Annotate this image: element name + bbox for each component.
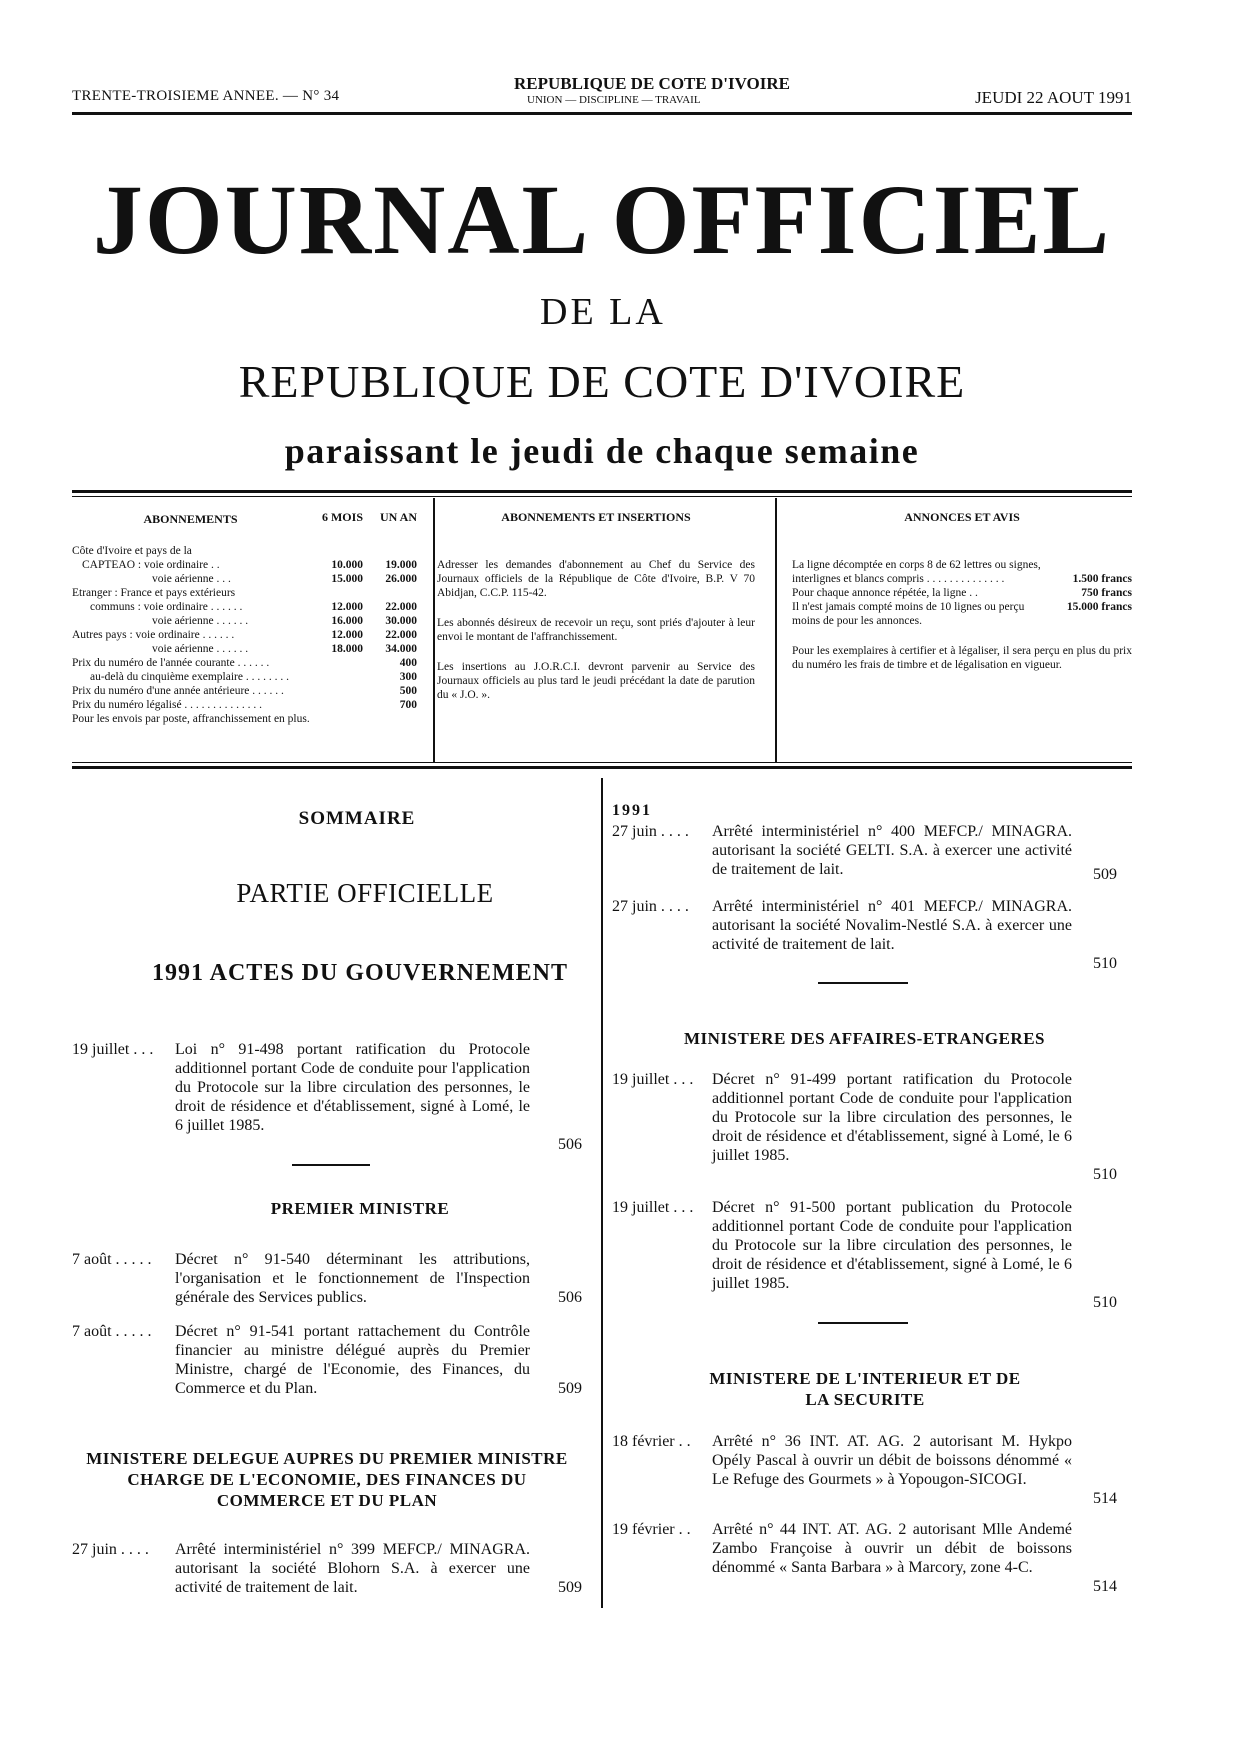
insertions-p3: Les insertions au J.O.R.C.I. devront parvenir au Service des Journaux officiels au plus tard le jeudi précédant la date de parution du « J.O. ». — [437, 661, 755, 701]
list-item: 27 juin . . . . Arrêté interministériel n° 401 MEFCP./ MINAGRA. autorisant la société Novalim-Nestlé S.A. à exercer une activité de traitement de lait. 510 — [612, 898, 1117, 972]
box-bottom-rule-thin — [72, 762, 1132, 763]
rate-row: Prix du numéro légalisé . . . . . . . . . . . . . . 700 — [72, 699, 417, 711]
masthead-de-la: DE LA — [540, 291, 666, 333]
list-item: 7 août . . . . . Décret n° 91-541 portant rattachement du Contrôle financier au ministre délégué auprès du Premier Ministre, chargé de l'Economie, des Finances, du Commerce et du Plan. 509 — [72, 1323, 582, 1397]
box-divider-2 — [775, 498, 777, 763]
annonce-row: La ligne décomptée en corps 8 de 62 lettres ou signes, interlignes et blancs compris . . . . . . . . . . . . . . 1.500 francs — [792, 559, 1132, 585]
rate-row: Pour les envois par poste, affranchissement en plus. — [72, 713, 310, 725]
annonce-row: Il n'est jamais compté moins de 10 lignes ou perçu moins de pour les annonces. 15.000 francs — [792, 601, 1132, 627]
list-item: 19 février . . Arrêté n° 44 INT. AT. AG. 2 autorisant Mlle Andemé Zambo Françoise à ouvrir un débit de boissons dénommé « Santa Barbara » à Marcory, zone 4-C. 514 — [612, 1521, 1117, 1595]
rate-row: voie aérienne . . . . . . 18.000 34.000 — [152, 643, 417, 655]
masthead-title: JOURNAL OFFICIEL — [92, 164, 1112, 275]
rate-row: Côte d'Ivoire et pays de la — [72, 545, 192, 557]
box-top-rule — [72, 490, 1132, 493]
box-top-rule-thin — [72, 496, 1132, 497]
ministere-delegue-heading: MINISTERE DELEGUE AUPRES DU PREMIER MINISTRE CHARGE DE L'ECONOMIE, DES FINANCES DU COMMERCE ET DU PLAN — [86, 1449, 568, 1510]
rate-row: Autres pays : voie ordinaire . . . . . . 12.000 22.000 — [72, 629, 417, 641]
motto: UNION — DISCIPLINE — TRAVAIL — [527, 94, 701, 106]
sommaire-title: SOMMAIRE — [298, 808, 416, 829]
right-year: 1991 — [612, 802, 652, 819]
issue-date: JEUDI 22 AOUT 1991 — [975, 88, 1132, 107]
rate-row: voie aérienne . . . 15.000 26.000 — [152, 573, 417, 585]
list-item: 27 juin . . . . Arrêté interministériel n° 399 MEFCP./ MINAGRA. autorisant la société Blohorn S.A. à exercer une activité de traitement de lait. 509 — [72, 1541, 582, 1596]
rates-box — [72, 498, 1132, 768]
separator — [818, 982, 908, 984]
list-item: 27 juin . . . . Arrêté interministériel n° 400 MEFCP./ MINAGRA. autorisant la société GELTI. S.A. à exercer une activité de traitement de lait. 509 — [612, 823, 1117, 883]
col-6mois: 6 MOIS — [321, 510, 363, 524]
annonces-table — [792, 558, 1132, 628]
rate-row: Etranger : France et pays extérieurs — [72, 587, 236, 599]
issue-header — [72, 74, 1132, 107]
list-item: 19 juillet . . . Décret n° 91-499 portant ratification du Protocole additionnel portant Code de conduite pour l'application du Protocole sur la libre circulation des personnes, le droit de résidence et d'établissement, signé à Lomé, le 6 juillet 1985. 510 — [612, 1071, 1117, 1183]
actes-gouvernement: 1991 ACTES DU GOUVERNEMENT — [151, 960, 569, 986]
masthead-frequency: paraissant le jeudi de chaque semaine — [284, 431, 920, 471]
list-item: 19 juillet . . . Décret n° 91-500 portant publication du Protocole additionnel portant Code de conduite pour l'application du Protocole sur la libre circulation des personnes, le droit de résidence et d'établissement, signé à Lomé, le 6 juillet 1985. 510 — [612, 1199, 1117, 1311]
insertions-p2: Les abonnés désireux de recevoir un reçu, sont priés d'ajouter à leur envoi le montant de l'affranchissement. — [437, 617, 755, 643]
insertions-heading: ABONNEMENTS ET INSERTIONS — [501, 510, 691, 524]
rate-row: au-delà du cinquième exemplaire . . . . . . . . 300 — [90, 671, 417, 683]
insertions-p1: Adresser les demandes d'abonnement au Chef du Service des Journaux officiels de la République de Côte d'Ivoire, B.P. V 70 Abidjan, C.C.P. 115-42. — [437, 559, 755, 599]
box-bottom-rule — [72, 766, 1132, 769]
annonce-row: Pour chaque annonce répétée, la ligne . . 750 francs — [792, 587, 1132, 599]
rate-row: Prix du numéro d'une année antérieure . . . . . . 500 — [72, 685, 417, 697]
annonces-note: Pour les exemplaires à certifier et à légaliser, il sera perçu en plus du prix du numéro les frais de timbre et de légalisation en vigueur. — [792, 645, 1132, 671]
rate-row: voie aérienne . . . . . . 16.000 30.000 — [152, 615, 417, 627]
annonces-heading: ANNONCES ET AVIS — [904, 510, 1020, 524]
box-divider-1 — [433, 498, 435, 763]
header-republic: REPUBLIQUE DE COTE D'IVOIRE — [514, 74, 790, 93]
separator — [818, 1322, 908, 1324]
abonnements-heading: ABONNEMENTS — [143, 512, 238, 526]
column-divider — [601, 778, 603, 1608]
list-item: 19 juillet . . . Loi n° 91-498 portant ratification du Protocole additionnel portant Code de conduite pour l'application du Protocole sur la libre circulation des personnes, le droit de résidence et d'établissement, signé à Lomé, le 6 juillet 1985. 506 — [72, 1041, 582, 1153]
list-item: 18 février . . Arrêté n° 36 INT. AT. AG. 2 autorisant M. Hykpo Opély Pascal à ouvrir un débit de boissons dénommé « Le Refuge des Gourmets » à Yopougon-SICOGI. 514 — [612, 1433, 1117, 1507]
header-rule — [72, 112, 1132, 115]
annonces-column — [792, 498, 1132, 753]
premier-ministre-heading: PREMIER MINISTRE — [270, 1199, 450, 1218]
interieur-heading: MINISTERE DE L'INTERIEUR ET DE LA SECURITE — [709, 1369, 1021, 1409]
rate-row: CAPTEAO : voie ordinaire . . 10.000 19.000 — [82, 559, 417, 571]
rate-row: Prix du numéro de l'année courante . . . . . . 400 — [72, 657, 417, 669]
abonnements-table — [72, 498, 417, 726]
masthead-republic: REPUBLIQUE DE COTE D'IVOIRE — [238, 356, 966, 407]
affaires-etrangeres-heading: MINISTERE DES AFFAIRES-ETRANGERES — [684, 1029, 1045, 1048]
abonnements-column — [72, 498, 417, 753]
separator — [292, 1164, 370, 1166]
list-item: 7 août . . . . . Décret n° 91-540 déterminant les attributions, l'organisation et le fonctionnement de l'Inspection générale des Services publics. 506 — [72, 1251, 582, 1306]
partie-officielle: PARTIE OFFICIELLE — [236, 878, 494, 908]
year-issue: TRENTE-TROISIEME ANNEE. — N° 34 — [72, 88, 340, 104]
rate-row: communs : voie ordinaire . . . . . . 12.000 22.000 — [90, 601, 417, 613]
col-1an: UN AN — [379, 510, 417, 524]
insertions-column — [437, 498, 755, 753]
